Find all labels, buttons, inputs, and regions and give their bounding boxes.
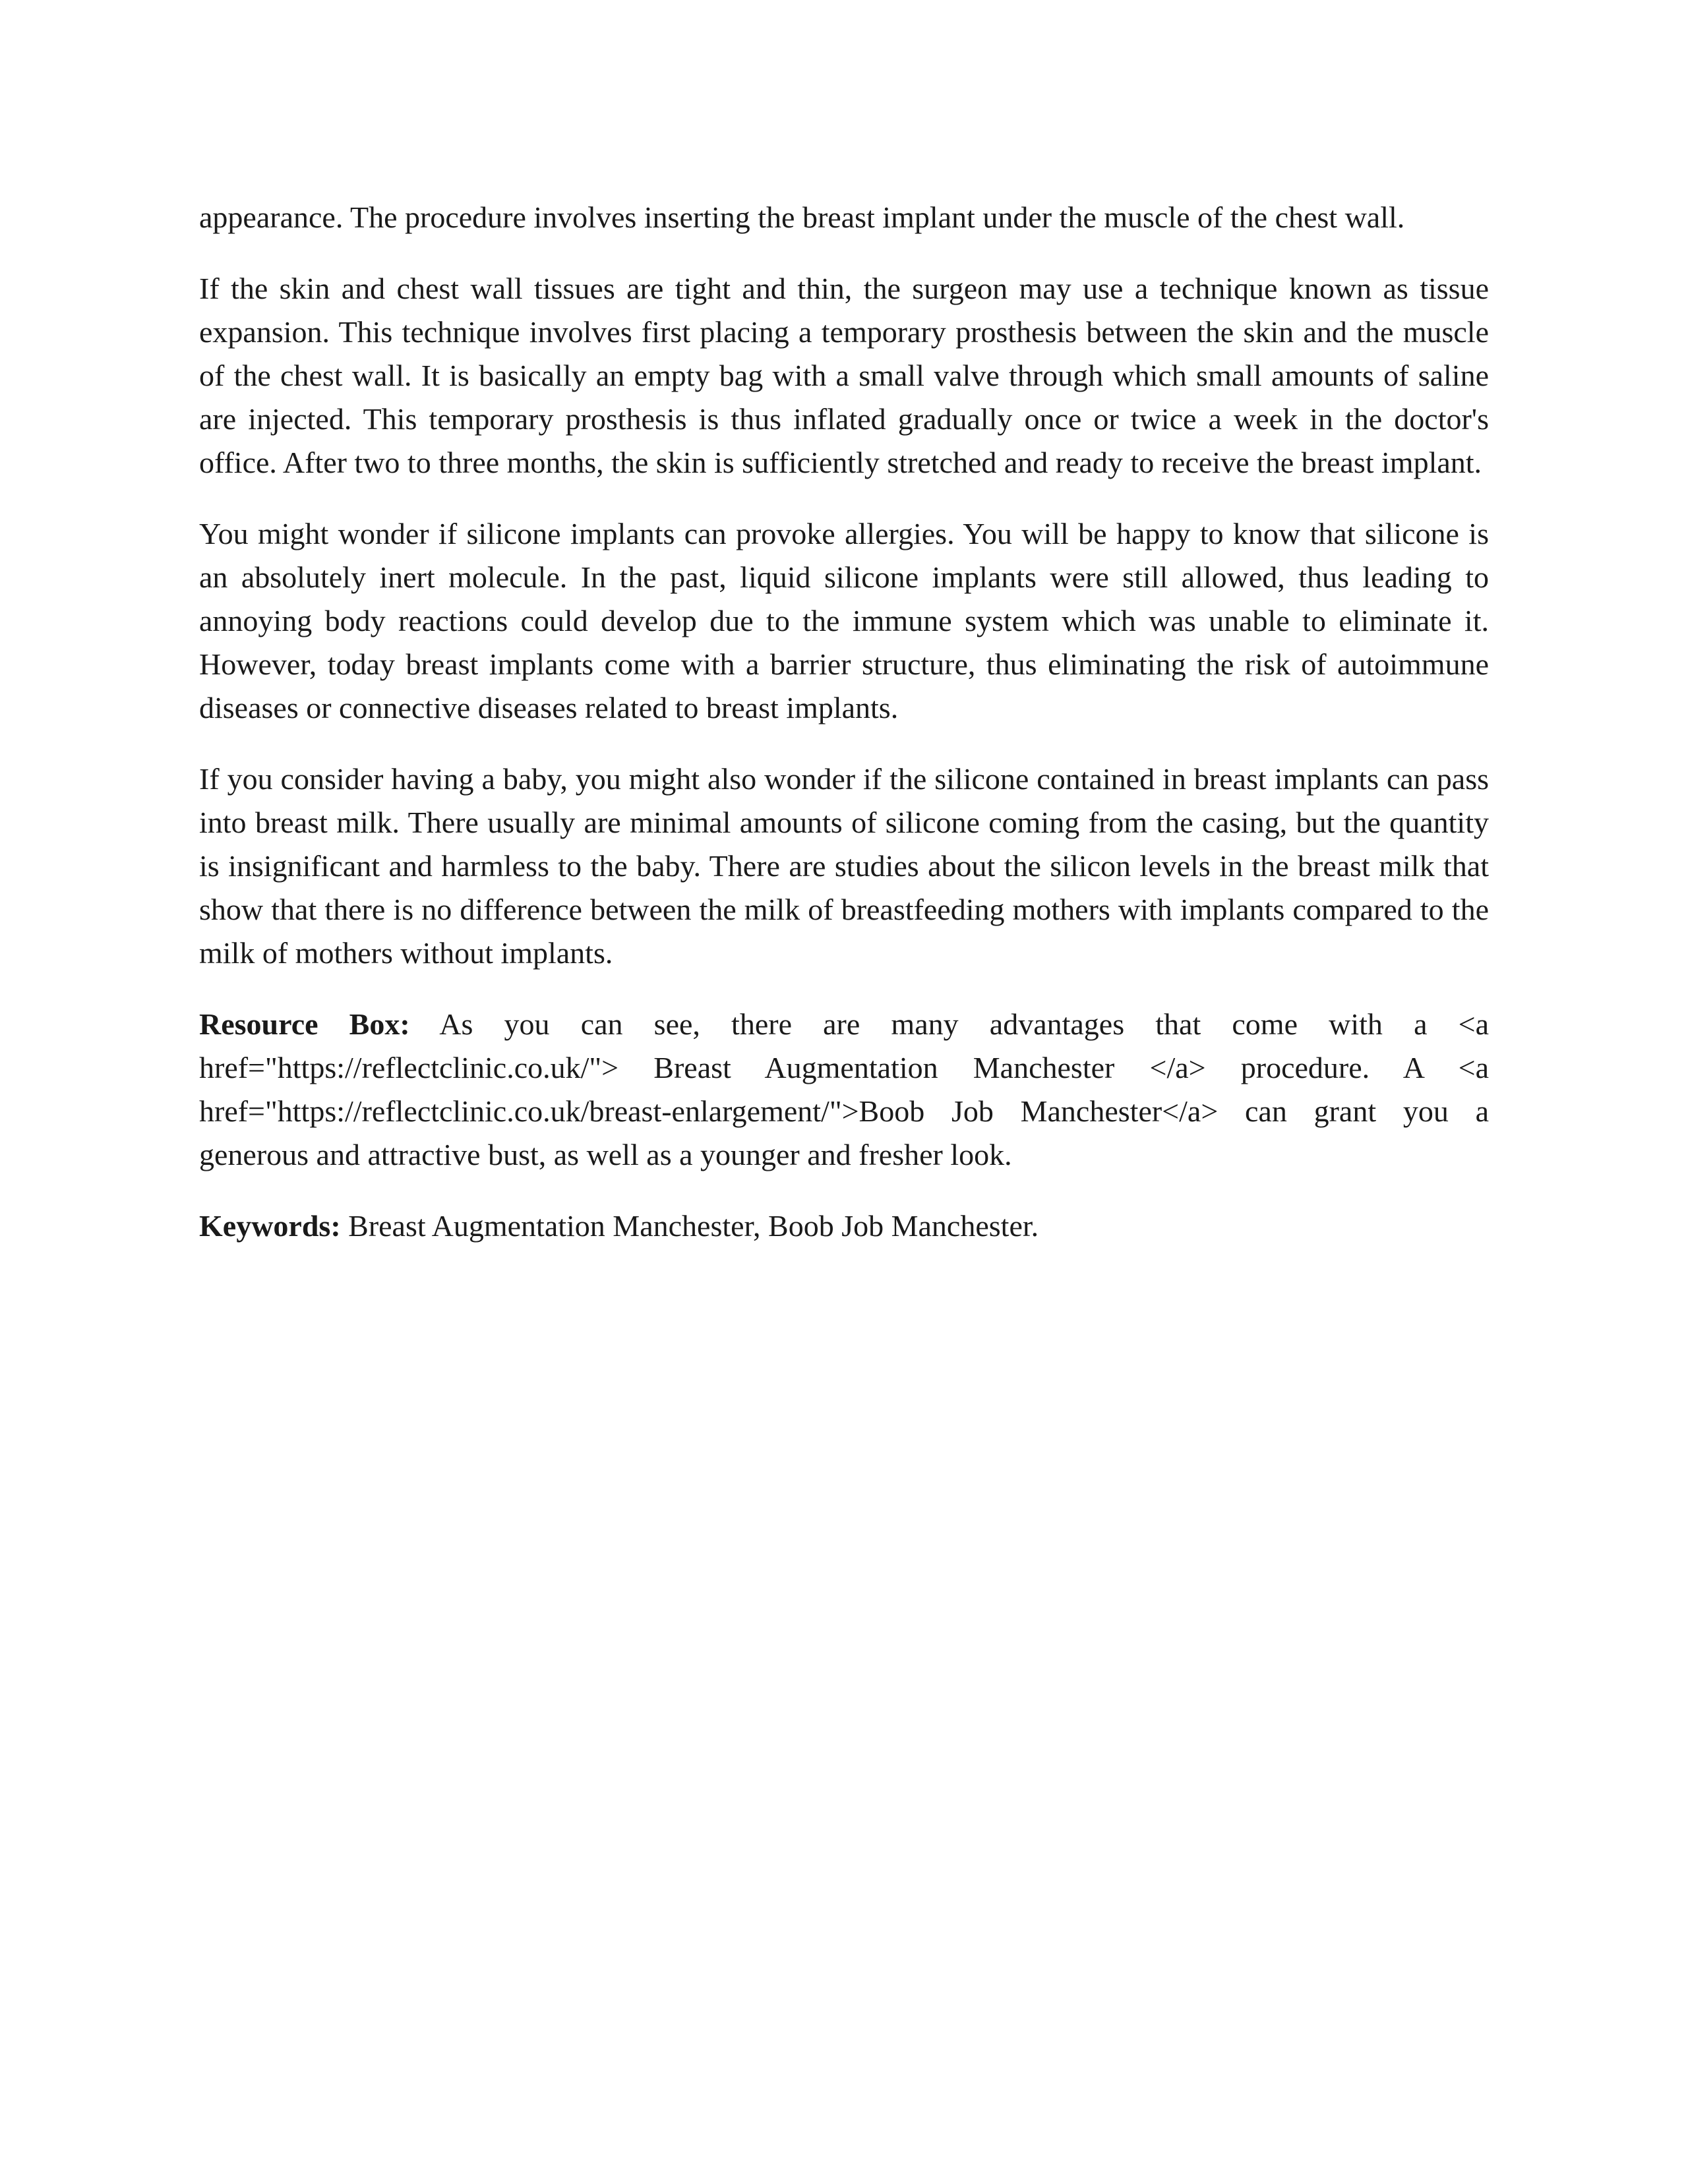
paragraph-implant-placement: appearance. The procedure involves inserting the breast implant under the muscle of the chest wall. <box>199 200 1405 234</box>
resource-box <box>199 1003 1489 1177</box>
document-page <box>199 196 1489 1276</box>
keywords-label: Keywords: <box>199 1209 341 1243</box>
keywords-text: Breast Augmentation Manchester, Boob Job Manchester. <box>340 1209 1039 1243</box>
resource-box-label: Resource Box: <box>199 1007 410 1041</box>
paragraph-breast-milk: If you consider having a baby, you might also wonder if the silicone contained in breast implants can pass into breast milk. There usually are minimal amounts of silicone coming from the casing, but the quantity is insignificant and harmless to the baby. There are studies about the silicon levels in the breast milk that show that there is no difference between the milk of breastfeeding mothers with implants compared to the milk of mothers without implants. <box>199 762 1489 970</box>
paragraph-tissue-expansion: If the skin and chest wall tissues are tight and thin, the surgeon may use a technique known as tissue expansion. This technique involves first placing a temporary prosthesis between the skin and the muscle of the chest wall. It is basically an empty bag with a small valve through which small amounts of saline are injected. This temporary prosthesis is thus inflated gradually once or twice a week in the doctor's office. After two to three months, the skin is sufficiently stretched and ready to receive the breast implant. <box>199 272 1489 479</box>
keywords <box>199 1204 1489 1248</box>
paragraph-silicone-allergies: You might wonder if silicone implants can provoke allergies. You will be happy to know that silicone is an absolutely inert molecule. In the past, liquid silicone implants were still allowed, thus leading to annoying body reactions could develop due to the immune system which was unable to eliminate it. However, today breast implants come with a barrier structure, thus eliminating the risk of autoimmune diseases or connective diseases related to breast implants. <box>199 517 1489 724</box>
resource-box-text: As you can see, there are many advantages that come with a <a href="https://reflectclinic.co.uk/"> Breast Augmentation Manchester </a> procedure. A <a href="https://reflectclinic.co.uk/breast-enlargement/">Boob Job Manchester</a> can grant you a generous and attractive bust, as well as a younger and fresher look. <box>199 1007 1489 1171</box>
